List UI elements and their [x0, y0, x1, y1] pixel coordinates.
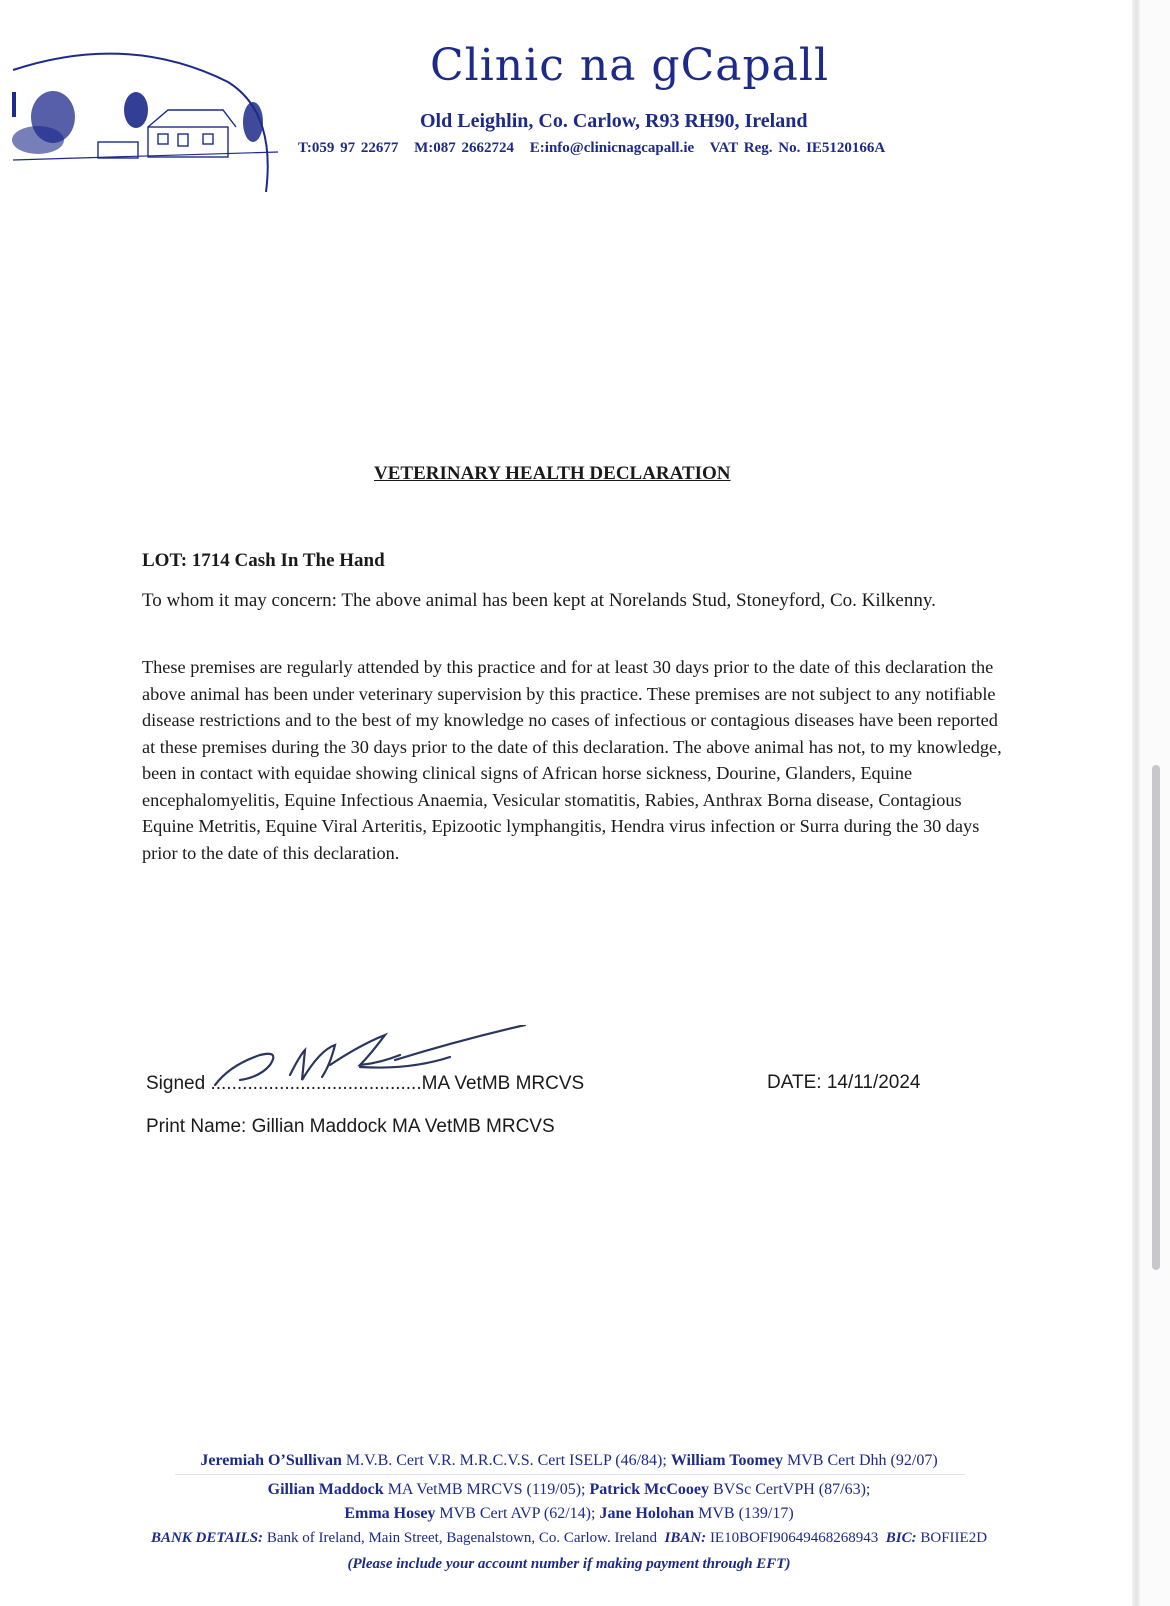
mobile-number: M:087 2662724	[414, 140, 515, 156]
declaration-paragraph: These premises are regularly attended by this practice and for at least 30 days prior to the date of this declaration the above animal has been under veterinary supervision by this practice. These premises are not subject to any notifiable disease restrictions and to the best of my knowledge no cases of infectious or contagious diseases have been reported at these premises during the 30 days prior to the date of this declaration. The above animal has not, to my knowledge, been in contact with equidae showing clinical signs of African horse sickness, Dourine, Glanders, Equine encephalomyelitis, Equine Infectious Anaemia, Vesicular stomatitis, Rabies, Anthrax Borna disease, Contagious Equine Metritis, Equine Viral Arteritis, Epizootic lymphangitis, Hendra virus infection or Surra during the 30 days prior to the date of this declaration.	[142, 657, 1002, 863]
vet-name: Patrick McCooey	[589, 1481, 710, 1498]
footer-vets-line-3	[0, 1505, 1138, 1523]
signature-line	[146, 1073, 584, 1095]
contact-line	[298, 140, 895, 157]
footer-vets-line-2	[0, 1481, 1138, 1499]
footer-bank-details	[0, 1530, 1138, 1547]
declaration-date: DATE: 14/11/2024	[767, 1072, 921, 1093]
bic-value: BOFIIE2D	[920, 1530, 988, 1546]
vet-qualifications: MA VetMB MRCVS (119/05);	[387, 1481, 586, 1498]
vet-name: Emma Hosey	[344, 1505, 436, 1522]
vet-name: William Toomey	[670, 1452, 783, 1469]
document-title: VETERINARY HEALTH DECLARATION	[374, 463, 731, 484]
page-edge	[1132, 0, 1140, 1606]
clinic-address: Old Leighlin, Co. Carlow, R93 RH90, Ireland	[420, 110, 808, 132]
vat-number: VAT Reg. No. IE5120166A	[709, 140, 886, 156]
signature-dots-end: ..............................	[263, 1073, 422, 1094]
print-name: Print Name: Gillian Maddock MA VetMB MRCVS	[146, 1116, 555, 1137]
vet-qualifications: M.V.B. Cert V.R. M.R.C.V.S. Cert ISELP (46/84);	[345, 1452, 667, 1469]
clinic-name: Clinic na gCapall	[430, 40, 830, 91]
bank-text: Bank of Ireland, Main Street, Bagenalstown, Co. Carlow. Ireland	[266, 1530, 657, 1546]
iban-value: IE10BOFI90649468268943	[709, 1530, 879, 1546]
bic-label: BIC:	[885, 1530, 917, 1546]
footer-vets-line-1	[0, 1452, 1138, 1470]
vet-qualifications: MVB Cert Dhh (92/07)	[786, 1452, 938, 1469]
email-address: E:info@clinicnagcapall.ie	[529, 140, 695, 156]
footer-divider	[175, 1474, 965, 1475]
bank-label: BANK DETAILS:	[150, 1530, 264, 1546]
vet-qualifications: BVSc CertVPH (87/63);	[713, 1481, 871, 1498]
phone-number: T:059 97 22677	[298, 140, 399, 156]
vertical-scrollbar[interactable]	[1152, 765, 1160, 1270]
signer-qualifications: MA VetMB MRCVS	[421, 1073, 585, 1094]
vet-name: Jeremiah O’Sullivan	[200, 1452, 342, 1469]
vet-name: Jane Holohan	[599, 1505, 695, 1522]
lot-heading: LOT: 1714 Cash In The Hand	[142, 550, 385, 571]
intro-paragraph: To whom it may concern: The above animal has been kept at Norelands Stud, Stoneyford, Co. Kilkenny.	[142, 590, 936, 611]
vet-qualifications: MVB Cert AVP (62/14);	[439, 1505, 596, 1522]
footer-payment-note: (Please include your account number if making payment through EFT)	[347, 1556, 791, 1572]
clinic-logo	[8, 42, 298, 202]
vet-qualifications: MVB (139/17)	[698, 1505, 794, 1522]
vet-name: Gillian Maddock	[267, 1481, 384, 1498]
signed-label: Signed	[146, 1073, 206, 1094]
signature-dots-start: ..........	[210, 1073, 264, 1094]
iban-label: IBAN:	[664, 1530, 707, 1546]
